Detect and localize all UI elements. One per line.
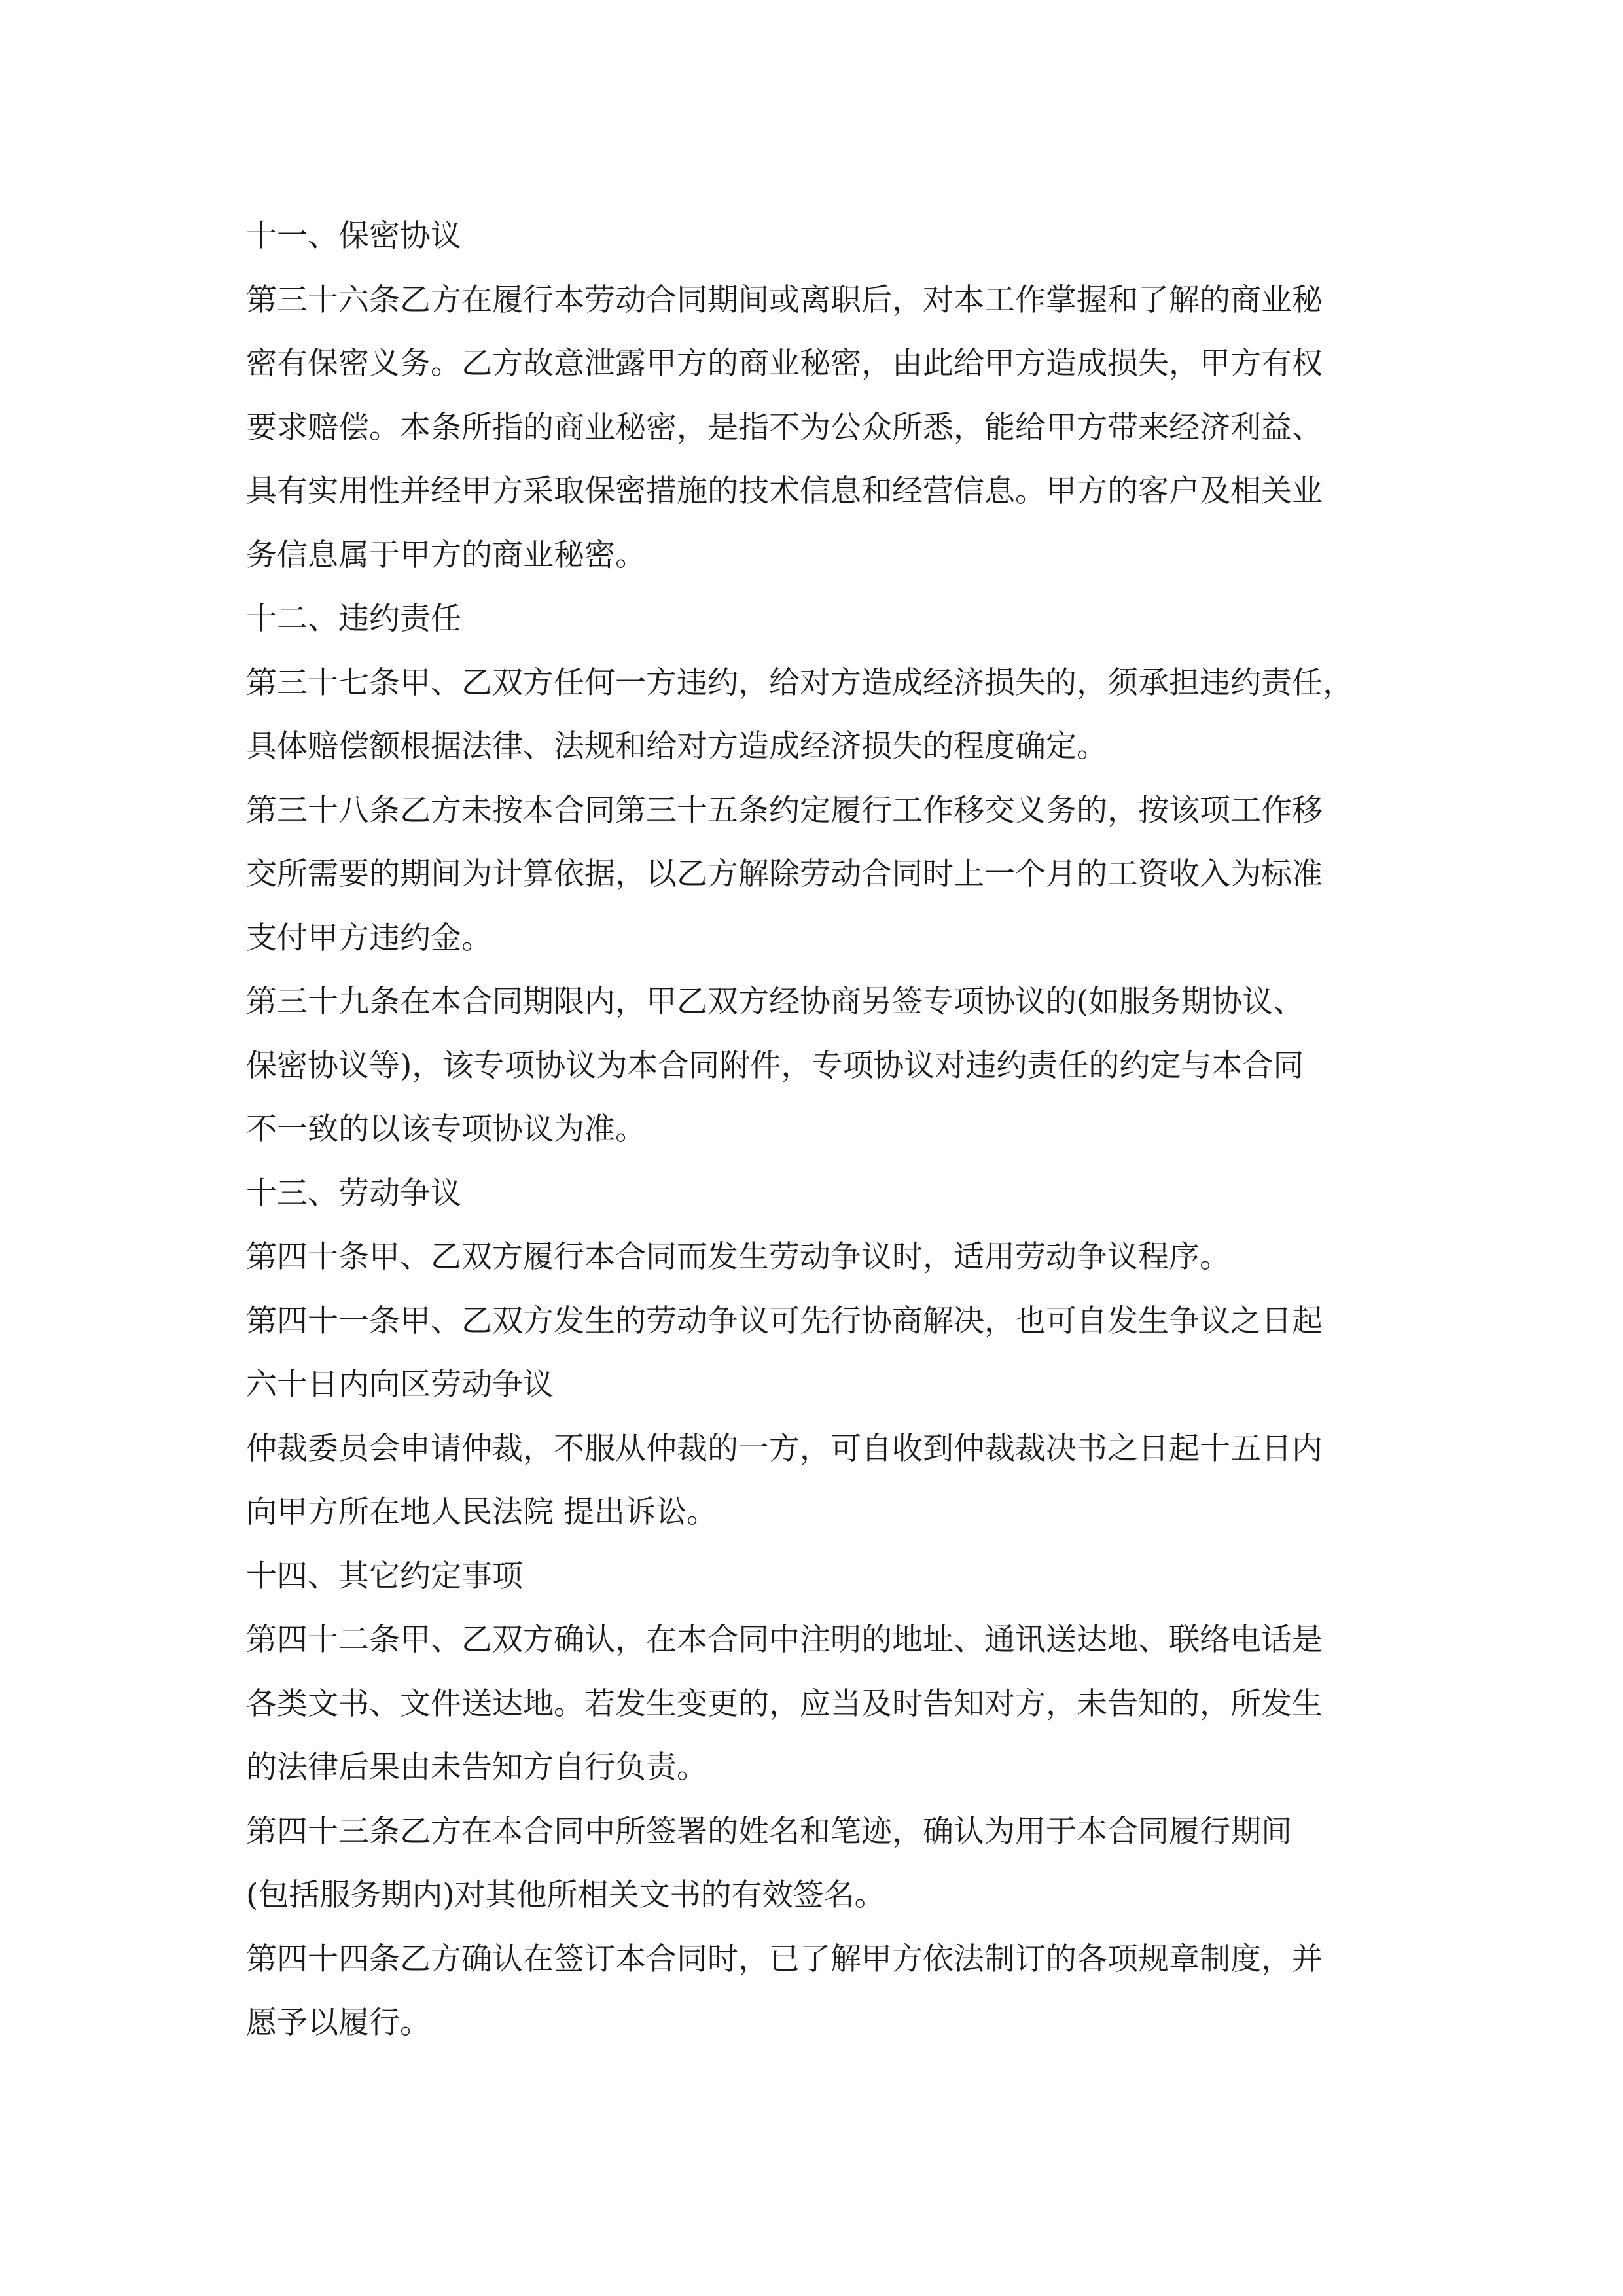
paragraph-line: 第四十一条甲、乙双方发生的劳动争议可先行协商解决，也可自发生争议之日起 bbox=[246, 1302, 1323, 1339]
paragraph-line: 第四十条甲、乙双方履行本合同而发生劳动争议时，适用劳动争议程序。 bbox=[246, 1239, 1230, 1275]
paragraph-line: 第三十九条在本合同期限内，甲乙双方经协商另签专项协议的(如服务期协议、 bbox=[246, 984, 1304, 1020]
section-heading-liability: 十二、违约责任 bbox=[246, 601, 461, 637]
paragraph-line: 的法律后果由未告知方自行负责。 bbox=[246, 1749, 707, 1785]
paragraph-line: 保密协议等)，该专项协议为本合同附件，专项协议对违约责任的约定与本合同 bbox=[246, 1047, 1304, 1084]
paragraph-line: 交所需要的期间为计算依据，以乙方解除劳动合同时上一个月的工资收入为标准 bbox=[246, 856, 1323, 892]
paragraph-line: 各类文书、文件送达地。若发生变更的，应当及时告知对方，未告知的，所发生 bbox=[246, 1685, 1323, 1722]
paragraph-line: 第三十七条甲、乙双方任何一方违约，给对方造成经济损失的，须承担违约责任， bbox=[246, 664, 1353, 701]
paragraph-line: 第三十六条乙方在履行本劳动合同期间或离职后，对本工作掌握和了解的商业秘 bbox=[246, 281, 1323, 318]
paragraph-line: 要求赔偿。本条所指的商业秘密，是指不为公众所悉，能给甲方带来经济利益、 bbox=[246, 409, 1323, 446]
paragraph-line: (包括服务期内)对其他所相关文书的有效签名。 bbox=[246, 1877, 885, 1913]
paragraph-line: 密有保密义务。乙方故意泄露甲方的商业秘密，由此给甲方造成损失，甲方有权 bbox=[246, 346, 1323, 382]
paragraph-line: 仲裁委员会申请仲裁，不服从仲裁的一方，可自收到仲裁裁决书之日起十五日内 bbox=[246, 1430, 1323, 1467]
paragraph-line: 第三十八条乙方未按本合同第三十五条约定履行工作移交义务的，按该项工作移 bbox=[246, 792, 1323, 829]
paragraph-line: 具体赔偿额根据法律、法规和给对方造成经济损失的程度确定。 bbox=[246, 728, 1107, 764]
section-heading-labor-dispute: 十三、劳动争议 bbox=[246, 1175, 461, 1211]
paragraph-line: 愿予以履行。 bbox=[246, 2005, 431, 2041]
paragraph-line: 第四十四条乙方确认在签订本合同时，已了解甲方依法制订的各项规章制度，并 bbox=[246, 1941, 1323, 1977]
paragraph-line: 务信息属于甲方的商业秘密。 bbox=[246, 537, 646, 573]
paragraph-line: 支付甲方违约金。 bbox=[246, 920, 492, 956]
document-body bbox=[246, 204, 1385, 2055]
paragraph-line: 具有实用性并经甲方采取保密措施的技术信息和经营信息。甲方的客户及相关业 bbox=[246, 473, 1323, 509]
paragraph-line: 第四十二条甲、乙双方确认，在本合同中注明的地址、通讯送达地、联络电话是 bbox=[246, 1622, 1323, 1658]
section-heading-other-matters: 十四、其它约定事项 bbox=[246, 1558, 523, 1594]
section-heading-confidentiality: 十一、保密协议 bbox=[246, 218, 461, 254]
paragraph-line: 向甲方所在地人民法院 提出诉讼。 bbox=[246, 1494, 717, 1530]
paragraph-line: 六十日内向区劳动争议 bbox=[246, 1367, 554, 1403]
paragraph-line: 第四十三条乙方在本合同中所签署的姓名和笔迹，确认为用于本合同履行期间 bbox=[246, 1813, 1292, 1850]
paragraph-line: 不一致的以该专项协议为准。 bbox=[246, 1111, 646, 1147]
